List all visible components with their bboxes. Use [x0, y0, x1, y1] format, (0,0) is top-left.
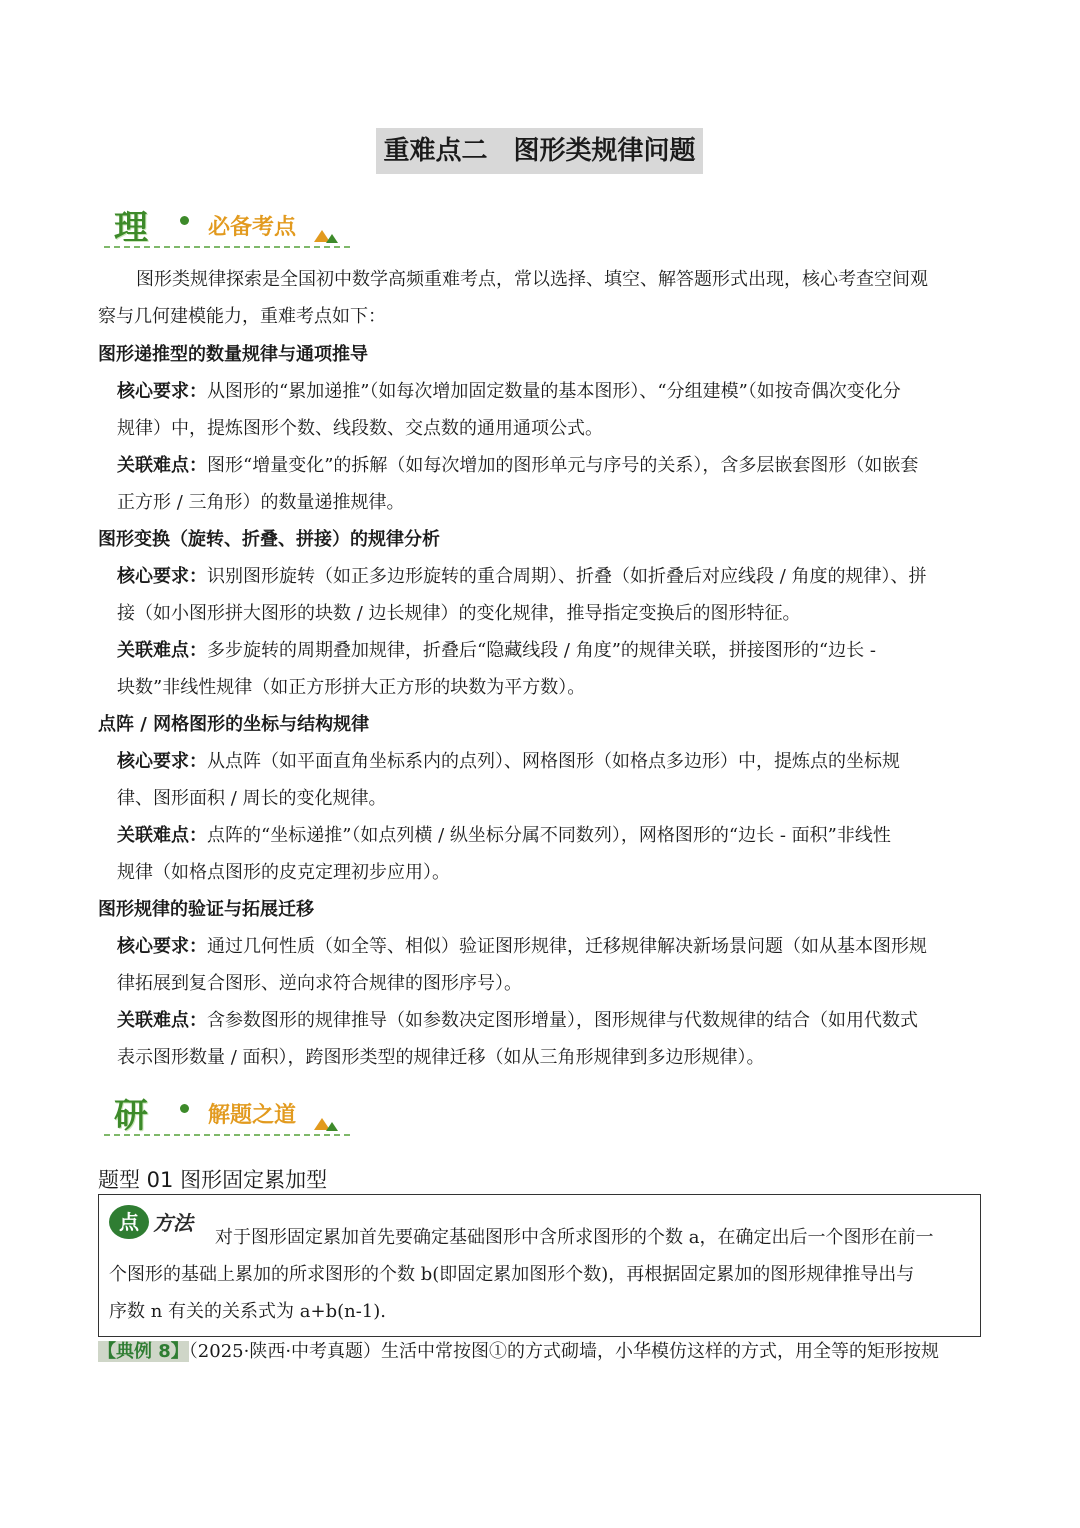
core-label: 核心要求：: [117, 566, 207, 587]
related-label: 关联难点：: [117, 640, 207, 661]
core-text: 从图形的“累加递推”（如每次增加固定数量的基本图形）、“分组建模”（如按奇偶次变化分: [207, 381, 901, 402]
section-label: 解题之道: [208, 1103, 297, 1128]
intro-line-1: 图形类规律探索是全国初中数学高频重难考点，常以选择、填空、解答题形式出现，核心考查空间观: [136, 269, 928, 290]
core-requirement: [117, 558, 927, 595]
related-text-cont: 正方形 / 三角形）的数量递推规律。: [117, 492, 405, 513]
related-difficulty: [117, 632, 876, 669]
related-difficulty: [117, 817, 891, 854]
related-label: 关联难点：: [117, 455, 207, 476]
core-label: 核心要求：: [117, 936, 207, 957]
related-label: 关联难点：: [117, 825, 207, 846]
intro-line-2: 察与几何建模能力，重难考点如下：: [98, 306, 386, 327]
related-text-cont: 规律（如格点图形的皮克定理初步应用）。: [117, 862, 450, 883]
topic-heading: 图形变换（旋转、折叠、拼接）的规律分析: [98, 529, 440, 550]
section-header-required-points: [104, 200, 354, 250]
example-tag: 【典例 8】: [98, 1341, 189, 1362]
core-text-cont: 规律）中，提炼图形个数、线段数、交点数的通用通项公式。: [117, 418, 603, 439]
topic-heading: 点阵 / 网格图形的坐标与结构规律: [98, 714, 370, 735]
method-line-2: 个图形的基础上累加的所求图形的个数 b(即固定累加图形个数)，再根据固定累加的图形规律推导出与: [109, 1264, 915, 1285]
core-text: 通过几何性质（如全等、相似）验证图形规律，迁移规律解决新场景问题（如从基本图形规: [207, 936, 927, 957]
core-requirement: [117, 743, 900, 780]
topic-heading: 图形递推型的数量规律与通项推导: [98, 344, 368, 365]
core-requirement: [117, 928, 927, 965]
core-text: 识别图形旋转（如正多边形旋转的重合周期）、折叠（如折叠后对应线段 / 角度的规律）、拼: [207, 566, 927, 587]
method-line-3: 序数 n 有关的关系式为 a+b(n-1).: [109, 1301, 386, 1322]
section-char: 理: [114, 208, 148, 248]
method-badge-label: 方法: [153, 1211, 193, 1235]
section-header-solution-methods: [104, 1088, 354, 1138]
section-char: 研: [114, 1096, 148, 1136]
related-difficulty: [117, 447, 918, 484]
question-type-heading: 题型 01 图形固定累加型: [98, 1168, 328, 1192]
related-text: 多步旋转的周期叠加规律，折叠后“隐藏线段 / 角度”的规律关联，拼接图形的“边长 -: [207, 640, 876, 661]
example-line: [98, 1333, 939, 1370]
mountain-small-icon: [326, 1122, 338, 1131]
section-divider: [104, 1134, 350, 1136]
core-label: 核心要求：: [117, 751, 207, 772]
related-text: 含参数图形的规律推导（如参数决定图形增量），图形规律与代数规律的结合（如用代数式: [207, 1010, 918, 1031]
topic-heading: 图形规律的验证与拓展迁移: [98, 899, 314, 920]
related-text-cont: 块数”非线性规律（如正方形拼大正方形的块数为平方数）。: [117, 677, 586, 698]
core-text-cont: 律拓展到复合图形、逆向求符合规律的图形序号）。: [117, 973, 522, 994]
related-difficulty: [117, 1002, 918, 1039]
method-box: [98, 1194, 981, 1337]
method-line-1: 对于图形固定累加首先要确定基础图形中含所求图形的个数 a，在确定出后一个图形在前一: [215, 1227, 934, 1248]
core-text-cont: 律、图形面积 / 周长的变化规律。: [117, 788, 387, 809]
section-label: 必备考点: [208, 215, 297, 240]
core-text: 从点阵（如平面直角坐标系内的点列）、网格图形（如格点多边形）中，提炼点的坐标规: [207, 751, 900, 772]
core-requirement: [117, 373, 901, 410]
core-label: 核心要求：: [117, 381, 207, 402]
related-text: 点阵的“坐标递推”（如点列横 / 纵坐标分属不同数列），网格图形的“边长 - 面积”非线性: [207, 825, 891, 846]
mountain-small-icon: [326, 234, 338, 243]
related-text: 图形“增量变化”的拆解（如每次增加的图形单元与序号的关系），含多层嵌套图形（如嵌套: [207, 455, 919, 476]
example-text: （2025·陕西·中考真题）生活中常按图①的方式砌墙，小华模仿这样的方式，用全等的矩形按规: [188, 1341, 940, 1362]
dot-icon: [180, 216, 189, 225]
dot-icon: [180, 1104, 189, 1113]
related-text-cont: 表示图形数量 / 面积），跨图形类型的规律迁移（如从三角形规律到多边形规律）。: [117, 1047, 765, 1068]
method-badge-icon: 点: [109, 1205, 149, 1239]
method-badge: [107, 1201, 207, 1241]
page-title: 重难点二 图形类规律问题: [376, 128, 703, 174]
core-text-cont: 接（如小图形拼大图形的块数 / 边长规律）的变化规律，推导指定变换后的图形特征。: [117, 603, 801, 624]
section-divider: [104, 246, 350, 248]
related-label: 关联难点：: [117, 1010, 207, 1031]
